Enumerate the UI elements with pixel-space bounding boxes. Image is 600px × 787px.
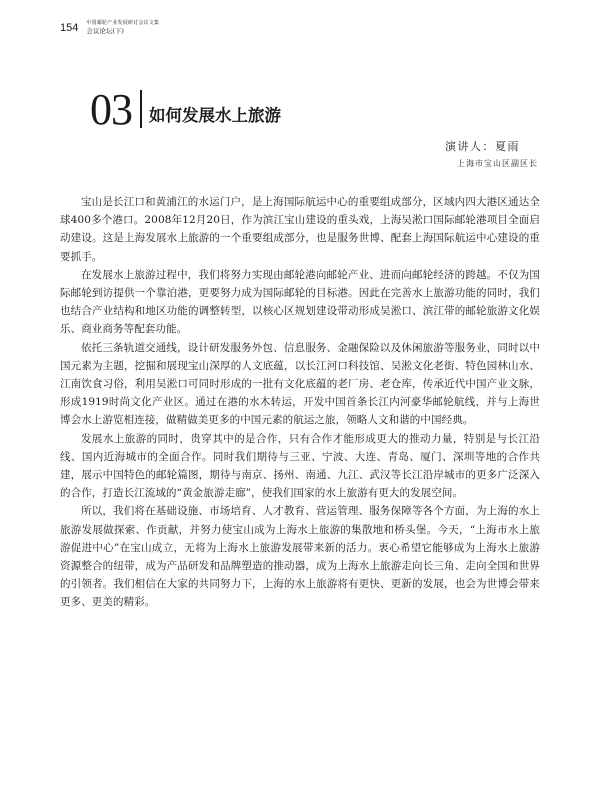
page-number: 154 [60,22,79,34]
paragraph: 依托三条轨道交通线，设计研发服务外包、信息服务、金融保险以及休闲旅游等服务业，同时以中国元素为主题，挖掘和展现宝山深厚的人文底蕴，以长江河口科技馆、吴淞文化老街、特色园林山水、江南饮食习俗，利用吴淞口可同时形成的一批有文化底蕴的老厂房、老仓库，传承近代中国产业文脉，形成1919时尚文化产业区。通过在港的水木转运，开发中国首条长江内河豪华邮轮航线，并与上海世博会水上游览相连接，做精做美更多的中国元素的航运之旅，领略人文和谐的中国经典。 [60,341,540,427]
paragraph: 在发展水上旅游过程中，我们将努力实现由邮轮港向邮轮产业、进而向邮轮经济的跨越。不仅为国际邮轮到访提供一个靠泊港，更要努力成为国际邮轮的目标港。因此在完善水上旅游功能的同时，我们也结合产业结构和地区功能的调整转型，以核心区规划建设带动形成吴淞口、滨江带的邮轮旅游文化娱乐、商业商务等配套功能。 [60,268,540,336]
running-head [60,20,159,36]
paragraph: 宝山是长江口和黄浦江的水运门户，是上海国际航运中心的重要组成部分，区域内四大港区通达全球400多个港口。2008年12月20日，作为滨江宝山建设的重头戏，上海吴淞口国际邮轮港项目全面启动建设。这是上海发展水上旅游的一个重要组成部分，也是服务世博、配套上海国际航运中心建设的重要抓手。 [60,196,540,263]
book-title-line2: 会议论坛(下) [86,27,124,35]
article-body [60,193,540,612]
speaker-affiliation: 上海市宝山区副区长 [457,159,538,168]
speaker-line: 演讲人：夏雨 [445,140,520,153]
chapter-heading [90,85,281,134]
book-title-line1: 中国邮轮产业发展研讨会议文集 [86,20,160,26]
chapter-number: 03 [90,85,132,134]
chapter-title: 如何发展水上旅游 [149,106,281,125]
chapter-divider [140,90,142,128]
paragraph: 所以，我们将在基础设施、市场培育、人才教育、营运管理、服务保障等各个方面，为上海的水上旅游发展做探索、作贡献，并努力使宝山成为上海水上旅游的集散地和桥头堡。今天，“上海市水上旅游促进中心”在宝山成立，无将为上海水上旅游发展带来新的活力。衷心希望它能够成为上海水上旅游资源整合的纽带，成为产品研发和品牌塑造的推动器，成为上海水上旅游走向长三角、走向全国和世界的引领者。我们相信在大家的共同努力下，上海的水上旅游将有更快、更新的发展，也会为世博会带来更多、更美的精彩。 [60,505,540,609]
paragraph: 发展水上旅游的同时，贵穿其中的是合作，只有合作才能形成更大的推动力量，特别是与长江沿线、国内近海城市的全面合作。同时我们期待与三亚、宁波、大连、青岛、厦门、深圳等地的合作共建，展示中国特色的邮轮篇图，期待与南京、扬州、南通、九江、武汉等长江沿岸城市的更多广泛深入的合作，打造长江流域的“黄金旅游走廊”，使我们国家的水上旅游有更大的发展空间。 [60,432,540,500]
book-title [86,20,159,36]
